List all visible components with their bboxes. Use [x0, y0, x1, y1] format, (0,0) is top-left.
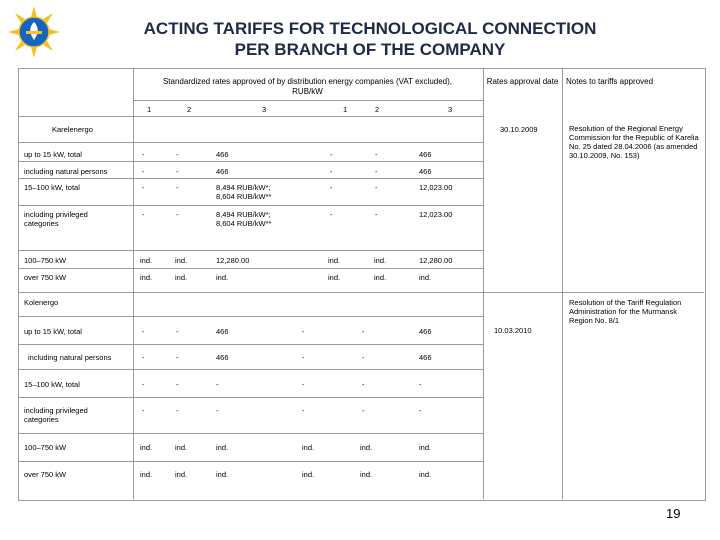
karelenergo-row-1-c6: 466 — [419, 150, 432, 159]
karelenergo-row-3-c4: - — [330, 183, 333, 192]
kolenergo-row-5-c3: ind. — [216, 443, 229, 452]
row-rule — [18, 397, 483, 398]
subcol-2a: 2 — [187, 105, 192, 114]
kolenergo-row-6-c6: ind. — [419, 470, 432, 479]
row-rule — [18, 268, 483, 269]
date-column-rule — [483, 68, 484, 499]
kolenergo-row-5-c2: ind. — [175, 443, 188, 452]
karelenergo-note: Resolution of the Regional Energy Commission for the Republic of Karelia No. 25 dated 28.04.2006 (as amended 30.10.2009, No. 153) — [569, 124, 699, 160]
karelenergo-row-2-label: including natural persons — [24, 167, 108, 176]
karelenergo-row-4-c5: - — [375, 210, 378, 219]
kolenergo-row-3-c3: - — [216, 380, 219, 389]
kolenergo-row-6-c5: ind. — [360, 470, 373, 479]
kolenergo-row-3-c1: - — [142, 380, 145, 389]
kolenergo-row-1-c2: - — [176, 327, 179, 336]
karelenergo-row-2-c4: - — [330, 167, 333, 176]
row-rule — [18, 433, 483, 434]
karelenergo-row-6-c5: ind. — [374, 273, 387, 282]
row-rule — [18, 369, 483, 370]
kolenergo-row-1-c3: 466 — [216, 327, 229, 336]
karelenergo-row-1-c2: - — [176, 150, 179, 159]
karelenergo-row-6-c2: ind. — [175, 273, 188, 282]
row-rule — [18, 178, 483, 179]
kolenergo-row-4-label: including privileged categories — [24, 406, 88, 424]
karelenergo-row-2-c6: 466 — [419, 167, 432, 176]
row-rule — [18, 161, 483, 162]
kolenergo-row-6-c3: ind. — [216, 470, 229, 479]
kolenergo-row-4-c4: - — [302, 406, 305, 415]
kolenergo-row-3-label: 15–100 kW, total — [24, 380, 80, 389]
standardized-rates-header: Standardized rates approved of by distribution energy companies (VAT excluded), RUB/kW — [162, 77, 453, 96]
karelenergo-row-1-c5: - — [375, 150, 378, 159]
kolenergo-row-6-label: over 750 kW — [24, 470, 67, 479]
kolenergo-row-1-c1: - — [142, 327, 145, 336]
karelenergo-row-4-c3: 8,494 RUB/kW*; 8,604 RUB/kW** — [216, 210, 272, 228]
subcol-2b: 2 — [375, 105, 380, 114]
header-divider — [133, 100, 483, 101]
karelenergo-row-5-c6: 12,280.00 — [419, 256, 453, 265]
kolenergo-row-2-label: including natural persons — [28, 353, 112, 362]
kolenergo-row-5-c4: ind. — [302, 443, 315, 452]
kolenergo-row-3-c2: - — [176, 380, 179, 389]
karelenergo-row-2-c2: - — [176, 167, 179, 176]
kolenergo-row-2-c1: - — [142, 353, 145, 362]
row-rule — [18, 250, 483, 251]
page-title — [80, 18, 660, 60]
karelenergo-row-6-c1: ind. — [140, 273, 153, 282]
karelenergo-row-6-c6: ind. — [419, 273, 432, 282]
karelenergo-row-3-c3: 8,494 RUB/kW*; 8,604 RUB/kW** — [216, 183, 272, 201]
kolenergo-row-1-c6: 466 — [419, 327, 432, 336]
row-rule — [18, 344, 483, 345]
notes-column-rule — [562, 68, 563, 499]
karelenergo-row-5-c1: ind. — [140, 256, 153, 265]
kolenergo-row-4-c2: - — [176, 406, 179, 415]
section-rule — [18, 292, 704, 293]
karelenergo-row-4-label: including privileged categories — [24, 210, 88, 228]
kolenergo-row-3-c4: - — [302, 380, 305, 389]
subcol-3b: 3 — [448, 105, 453, 114]
kolenergo-row-2-c4: - — [302, 353, 305, 362]
karelenergo-row-3-label: 15–100 kW, total — [24, 183, 80, 192]
karelenergo-section-title: Karelenergo — [52, 125, 93, 134]
kolenergo-row-2-c6: 466 — [419, 353, 432, 362]
karelenergo-row-4-c2: - — [176, 210, 179, 219]
karelenergo-row-2-c5: - — [375, 167, 378, 176]
karelenergo-row-3-c2: - — [176, 183, 179, 192]
kolenergo-row-2-c2: - — [176, 353, 179, 362]
header-bottom-rule — [18, 116, 483, 117]
company-flame-emblem-icon — [6, 4, 62, 60]
karelenergo-row-1-c4: - — [330, 150, 333, 159]
kolenergo-row-1-c5: - — [362, 327, 365, 336]
row-rule — [18, 205, 483, 206]
kolenergo-row-6-c1: ind. — [140, 470, 153, 479]
kolenergo-row-2-c3: 466 — [216, 353, 229, 362]
row-rule — [18, 142, 483, 143]
subcol-3a: 3 — [262, 105, 267, 114]
karelenergo-row-4-c4: - — [330, 210, 333, 219]
subcol-1b: 1 — [343, 105, 348, 114]
company-logo — [6, 4, 62, 60]
title-line-2: PER BRANCH OF THE COMPANY — [234, 40, 506, 59]
karelenergo-row-4-c1: - — [142, 210, 145, 219]
subcol-1a: 1 — [147, 105, 152, 114]
kolenergo-row-1-c4: - — [302, 327, 305, 336]
karelenergo-row-3-c6: 12,023.00 — [419, 183, 453, 192]
karelenergo-row-2-c3: 466 — [216, 167, 229, 176]
kolenergo-row-5-label: 100–750 kW — [24, 443, 67, 452]
karelenergo-approval-date: 30.10.2009 — [500, 125, 538, 134]
karelenergo-row-2-c1: - — [142, 167, 145, 176]
kolenergo-approval-date: 10.03.2010 — [494, 326, 532, 335]
karelenergo-row-6-c4: ind. — [328, 273, 341, 282]
kolenergo-row-5-c1: ind. — [140, 443, 153, 452]
kolenergo-row-4-c1: - — [142, 406, 145, 415]
karelenergo-row-5-c2: ind. — [175, 256, 188, 265]
rates-approval-date-header: Rates approval date — [486, 77, 559, 86]
title-line-1: ACTING TARIFFS FOR TECHNOLOGICAL CONNECTION — [143, 19, 597, 38]
karelenergo-row-5-c5: ind. — [374, 256, 387, 265]
kolenergo-row-6-c2: ind. — [175, 470, 188, 479]
kolenergo-row-6-c4: ind. — [302, 470, 315, 479]
kolenergo-row-5-c6: ind. — [419, 443, 432, 452]
karelenergo-row-3-c5: - — [375, 183, 378, 192]
kolenergo-row-1-label: up to 15 kW, total — [24, 327, 82, 336]
karelenergo-row-6-c3: ind. — [216, 273, 229, 282]
karelenergo-row-5-c3: 12,280.00 — [216, 256, 250, 265]
row-rule — [18, 316, 483, 317]
karelenergo-row-5-label: 100–750 kW — [24, 256, 67, 265]
kolenergo-row-2-c5: - — [362, 353, 365, 362]
karelenergo-row-1-c1: - — [142, 150, 145, 159]
row-rule — [18, 461, 483, 462]
kolenergo-note: Resolution of the Tariff Regulation Administration for the Murmansk Region No. 8/1 — [569, 298, 682, 325]
karelenergo-row-3-c1: - — [142, 183, 145, 192]
karelenergo-row-1-c3: 466 — [216, 150, 229, 159]
karelenergo-row-1-label: up to 15 kW, total — [24, 150, 82, 159]
kolenergo-row-3-c6: - — [419, 380, 422, 389]
karelenergo-row-6-label: over 750 kW — [24, 273, 67, 282]
kolenergo-row-4-c3: - — [216, 406, 219, 415]
kolenergo-row-4-c6: - — [419, 406, 422, 415]
kolenergo-row-3-c5: - — [362, 380, 365, 389]
karelenergo-row-5-c4: ind. — [328, 256, 341, 265]
label-column-rule — [133, 68, 134, 499]
kolenergo-row-4-c5: - — [362, 406, 365, 415]
karelenergo-row-4-c6: 12,023.00 — [419, 210, 453, 219]
page-number: 19 — [666, 506, 681, 521]
kolenergo-row-5-c5: ind. — [360, 443, 373, 452]
kolenergo-section-title: Kolenergo — [24, 298, 59, 307]
notes-header: Notes to tariffs approved — [566, 77, 654, 86]
